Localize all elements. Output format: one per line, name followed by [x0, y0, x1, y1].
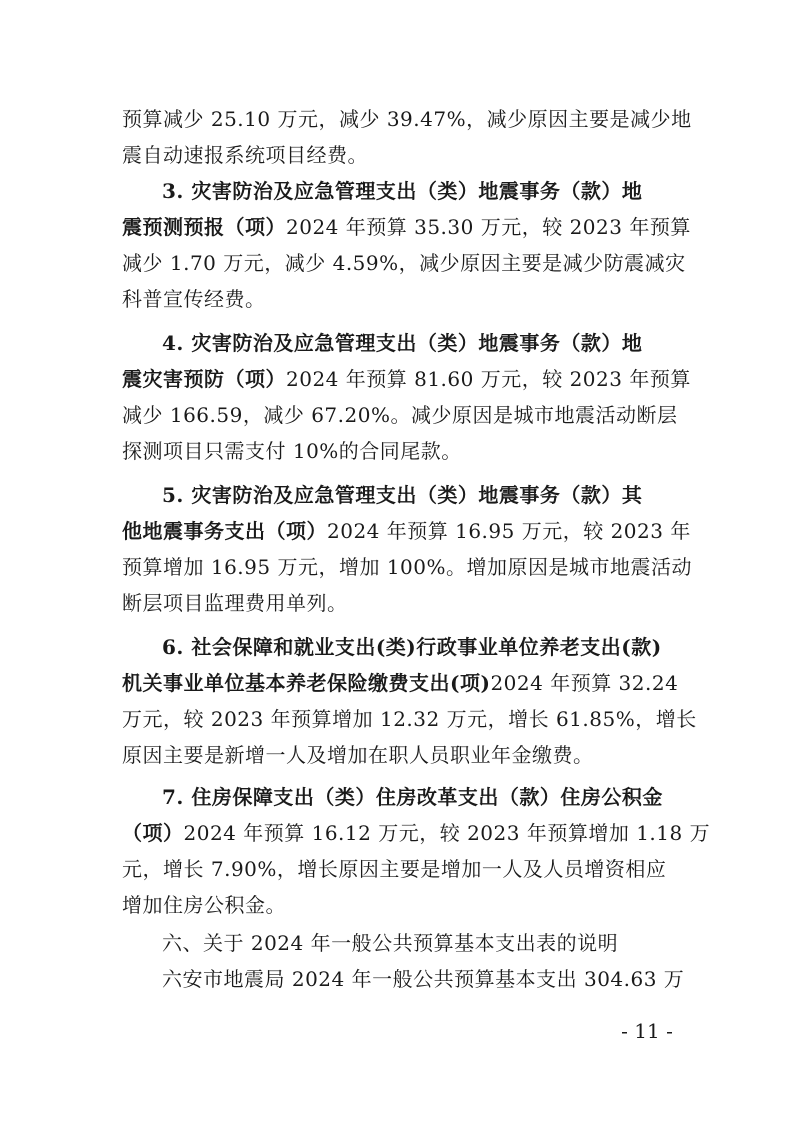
paragraph-line: 万元，较 2023 年预算增加 12.32 万元，增长 61.85%，增长	[122, 707, 697, 731]
paragraph-line: 探测项目只需支付 10%的合同尾款。	[122, 439, 462, 463]
paragraph-line: 预算减少 25.10 万元，减少 39.47%，减少原因主要是减少地	[122, 107, 692, 131]
heading-continuation: 他地震事务支出（项）	[122, 519, 327, 543]
section-heading-6: 6. 社会保障和就业支出(类)行政事业单位养老支出(款)	[162, 635, 662, 659]
paragraph-line: 震自动速报系统项目经费。	[122, 143, 368, 167]
paragraph-line: 机关事业单位基本养老保险缴费支出(项)2024 年预算 32.24	[122, 671, 679, 695]
heading-continuation: （项）	[122, 821, 184, 845]
section-title-six: 六、关于 2024 年一般公共预算基本支出表的说明	[162, 931, 619, 955]
paragraph-line: 他地震事务支出（项）2024 年预算 16.95 万元，较 2023 年	[122, 519, 691, 543]
paragraph-line: 原因主要是新增一人及增加在职人员职业年金缴费。	[122, 743, 594, 767]
section-heading-5: 5. 灾害防治及应急管理支出（类）地震事务（款）其	[162, 483, 643, 507]
heading-continuation: 机关事业单位基本养老保险缴费支出(项)	[122, 671, 491, 695]
paragraph-line: 断层项目监理费用单列。	[122, 591, 348, 615]
section-heading-7: 7. 住房保障支出（类）住房改革支出（款）住房公积金	[162, 785, 663, 809]
paragraph-line: 震灾害预防（项）2024 年预算 81.60 万元，较 2023 年预算	[122, 367, 691, 391]
paragraph-line: 科普宣传经费。	[122, 287, 266, 311]
paragraph-line: 震预测预报（项）2024 年预算 35.30 万元，较 2023 年预算	[122, 215, 691, 239]
paragraph-line: 减少 1.70 万元，减少 4.59%，减少原因主要是减少防震减灾	[122, 251, 686, 275]
paragraph-line: （项）2024 年预算 16.12 万元，较 2023 年预算增加 1.18 万	[122, 821, 711, 845]
section-heading-4: 4. 灾害防治及应急管理支出（类）地震事务（款）地	[162, 331, 643, 355]
paragraph-line: 六安市地震局 2024 年一般公共预算基本支出 304.63 万	[162, 967, 685, 991]
paragraph-line: 减少 166.59，减少 67.20%。减少原因是城市地震活动断层	[122, 403, 678, 427]
paragraph-line: 增加住房公积金。	[122, 893, 286, 917]
section-heading-3: 3. 灾害防治及应急管理支出（类）地震事务（款）地	[162, 179, 643, 203]
heading-continuation: 震灾害预防（项）	[122, 367, 286, 391]
paragraph-line: 预算增加 16.95 万元，增加 100%。增加原因是城市地震活动	[122, 555, 693, 579]
heading-continuation: 震预测预报（项）	[122, 215, 286, 239]
paragraph-line: 元，增长 7.90%，增长原因主要是增加一人及人员增资相应	[122, 857, 667, 881]
page-number: - 11 -	[621, 1019, 673, 1043]
